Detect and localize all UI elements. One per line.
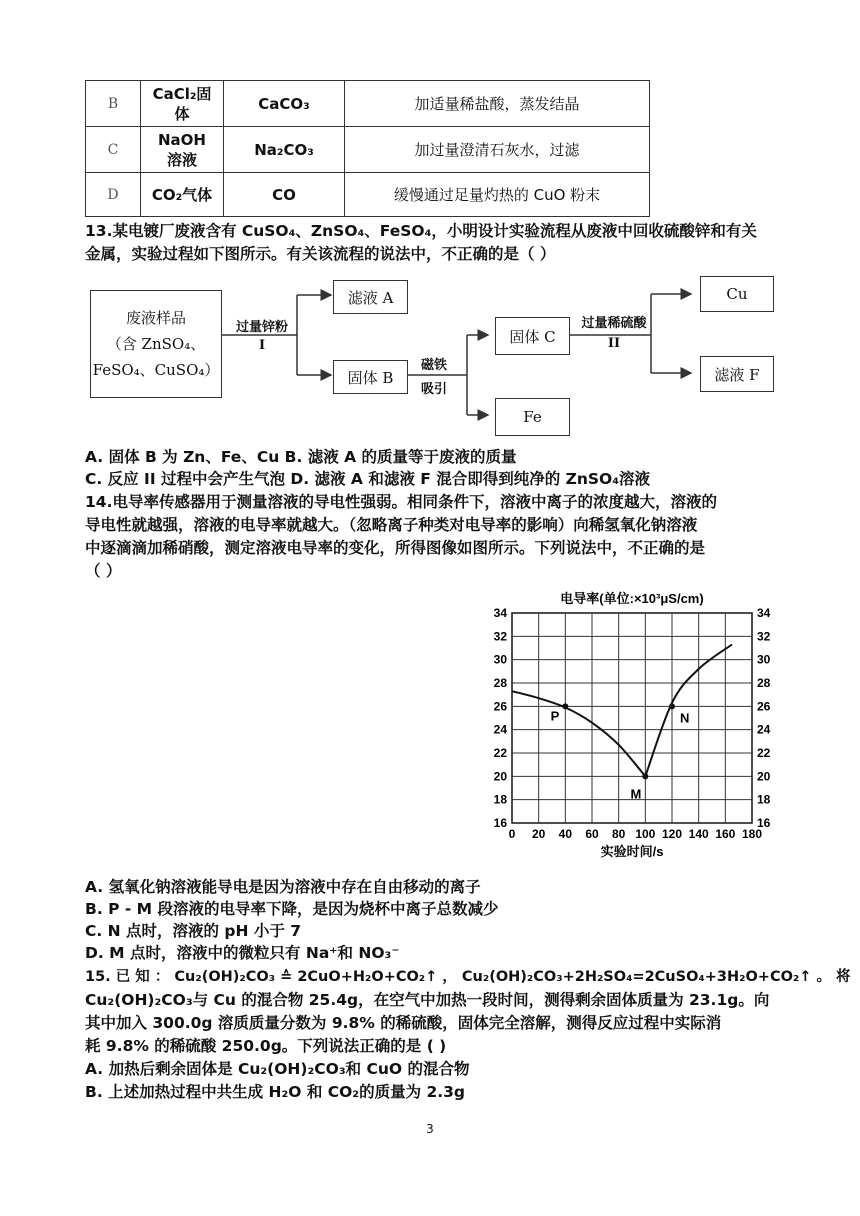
x-tick-label: 40 bbox=[558, 827, 573, 841]
fe-box: Fe bbox=[495, 398, 570, 436]
point-label-p: P bbox=[550, 708, 560, 724]
chart-title: 电导率(单位:×10³μS/cm) bbox=[560, 591, 704, 606]
conductivity-chart bbox=[470, 585, 800, 870]
y-tick-label-right: 24 bbox=[757, 722, 771, 737]
x-axis-label: 实验时间/s bbox=[600, 844, 664, 859]
y-tick-label-left: 16 bbox=[493, 816, 507, 830]
x-tick-label: 20 bbox=[531, 827, 546, 841]
y-tick-label-right: 18 bbox=[757, 792, 771, 807]
method-cell: 加过量澄清石灰水，过滤 bbox=[345, 127, 650, 173]
q14-stem-line4: （ ） bbox=[85, 562, 122, 580]
table-row bbox=[86, 127, 650, 173]
y-tick-label-left: 24 bbox=[493, 722, 507, 737]
point-label-m: M bbox=[630, 786, 642, 802]
sample-label: FeSO₄、CuSO₄） bbox=[92, 361, 220, 379]
q13-option-ab: A. 固体 B 为 Zn、Fe、Cu B. 滤液 A 的质量等于废液的质量 bbox=[85, 448, 517, 466]
substance-cell: NaOH 溶液 bbox=[141, 127, 224, 173]
y-tick-label-right: 32 bbox=[757, 629, 771, 644]
q15-option-b: B. 上述加热过程中共生成 H₂O 和 CO₂的质量为 2.3g bbox=[85, 1083, 466, 1101]
options-table bbox=[85, 80, 650, 217]
magnet-label: 磁铁 bbox=[420, 358, 447, 373]
q13-stem-line1: 13.某电镀厂废液含有 CuSO₄、ZnSO₄、FeSO₄，小明设计实验流程从废液中回收硫酸锌和有关 bbox=[85, 222, 757, 240]
q14-stem-line1: 14.电导率传感器用于测量溶液的导电性强弱。相同条件下，溶液中离子的浓度越大，溶液的 bbox=[85, 493, 717, 511]
y-tick-label-left: 18 bbox=[493, 792, 507, 807]
x-tick-label: 0 bbox=[508, 827, 516, 841]
y-tick-label-right: 30 bbox=[757, 652, 771, 667]
q15-option-a: A. 加热后剩余固体是 Cu₂(OH)₂CO₃和 CuO 的混合物 bbox=[85, 1060, 470, 1078]
row-letter: B bbox=[86, 81, 141, 127]
y-tick-label-left: 22 bbox=[493, 746, 507, 760]
page-number: 3 bbox=[426, 1122, 434, 1136]
magnet-label: 吸引 bbox=[420, 382, 447, 397]
q13-option-cd: C. 反应 II 过程中会产生气泡 D. 滤液 A 和滤液 F 混合即得到纯净的 ZnSO₄溶液 bbox=[85, 470, 651, 488]
x-tick-label: 140 bbox=[688, 827, 709, 841]
x-tick-label: 180 bbox=[741, 827, 763, 841]
point-marker-m bbox=[642, 773, 648, 779]
substance-cell: CO₂气体 bbox=[141, 173, 224, 217]
impurity-cell: CO bbox=[224, 173, 345, 217]
point-label-n: N bbox=[680, 710, 690, 726]
sample-label: （含 ZnSO₄、 bbox=[106, 335, 206, 353]
q14-option-d: D. M 点时，溶液中的微粒只有 Na⁺和 NO₃⁻ bbox=[85, 944, 400, 962]
y-tick-label-right: 28 bbox=[757, 676, 771, 690]
x-tick-label: 100 bbox=[635, 827, 656, 841]
solid-c-box: 固体 C bbox=[495, 317, 570, 355]
row-letter: D bbox=[86, 173, 141, 217]
x-tick-label: 60 bbox=[585, 827, 599, 841]
impurity-cell: Na₂CO₃ bbox=[224, 127, 345, 173]
y-tick-label-right: 34 bbox=[757, 606, 771, 620]
q15-stem-line1: 15. 已 知 ： Cu₂(OH)₂CO₃ ≙ 2CuO+H₂O+CO₂↑ ， Cu₂(OH)₂CO₃+2H₂SO₄=2CuSO₄+3H₂O+CO₂↑ 。 将 bbox=[85, 969, 851, 985]
method-cell: 缓慢通过足量灼热的 CuO 粉末 bbox=[345, 173, 650, 217]
cu-box: Cu bbox=[700, 276, 774, 312]
q15-stem-line3: 其中加入 300.0g 溶质质量分数为 9.8% 的稀硫酸，固体完全溶解，测得反应过程中实际消 bbox=[85, 1014, 722, 1032]
x-tick-label: 120 bbox=[661, 827, 683, 841]
filtrate-f-box: 滤液 F bbox=[700, 356, 774, 392]
filtrate-a-box: 滤液 A bbox=[333, 280, 408, 314]
x-tick-label: 160 bbox=[715, 827, 736, 841]
sample-label: 废液样品 bbox=[125, 309, 186, 327]
y-tick-label-right: 20 bbox=[757, 769, 771, 784]
point-marker-n bbox=[669, 703, 675, 709]
y-tick-label-left: 20 bbox=[493, 769, 507, 784]
table-row bbox=[86, 173, 650, 217]
q14-option-a: A. 氢氧化钠溶液能导电是因为溶液中存在自由移动的离子 bbox=[85, 878, 481, 896]
q14-option-b: B. P - M 段溶液的电导率下降，是因为烧杯中离子总数减少 bbox=[85, 900, 499, 918]
y-tick-label-right: 22 bbox=[757, 746, 771, 760]
q13-stem-line2: 金属，实验过程如下图所示。有关该流程的说法中，不正确的是（ ） bbox=[85, 245, 556, 263]
method-cell: 加适量稀盐酸，蒸发结晶 bbox=[345, 81, 650, 127]
x-tick-label: 80 bbox=[611, 827, 626, 841]
q14-stem-line2: 导电性就越强，溶液的电导率就越大。（忽略离子种类对电导率的影响）向稀氢氧化钠溶液 bbox=[85, 516, 698, 534]
solid-b-box: 固体 B bbox=[333, 360, 408, 394]
y-tick-label-left: 32 bbox=[493, 629, 507, 644]
q14-stem-line3: 中逐滴滴加稀硝酸，测定溶液电导率的变化，所得图像如图所示。下列说法中，不正确的是 bbox=[85, 539, 706, 557]
table-row bbox=[86, 81, 650, 127]
y-tick-label-right: 16 bbox=[757, 816, 771, 830]
q15-stem-line2: Cu₂(OH)₂CO₃与 Cu 的混合物 25.4g，在空气中加热一段时间，测得剩余固体质量为 23.1g。向 bbox=[85, 991, 770, 1009]
y-tick-label-left: 26 bbox=[493, 699, 507, 714]
q15-stem-line4: 耗 9.8% 的稀硫酸 250.0g。下列说法正确的是 ( ) bbox=[85, 1037, 447, 1055]
y-tick-label-left: 28 bbox=[493, 676, 507, 690]
y-tick-label-left: 30 bbox=[493, 652, 507, 667]
y-tick-label-right: 26 bbox=[757, 699, 771, 714]
impurity-cell: CaCO₃ bbox=[224, 81, 345, 127]
step2-number: II bbox=[607, 336, 621, 351]
substance-cell: CaCl₂固 体 bbox=[141, 81, 224, 127]
step2-label: 过量稀硫酸 bbox=[581, 316, 647, 331]
step1-label: 过量锌粉 bbox=[235, 320, 288, 335]
point-marker-p bbox=[562, 703, 568, 709]
y-tick-label-left: 34 bbox=[493, 606, 507, 620]
q14-option-c: C. N 点时，溶液的 pH 小于 7 bbox=[85, 922, 302, 940]
step1-number: I bbox=[258, 338, 266, 353]
waste-sample-box bbox=[90, 290, 222, 398]
row-letter: C bbox=[86, 127, 141, 173]
